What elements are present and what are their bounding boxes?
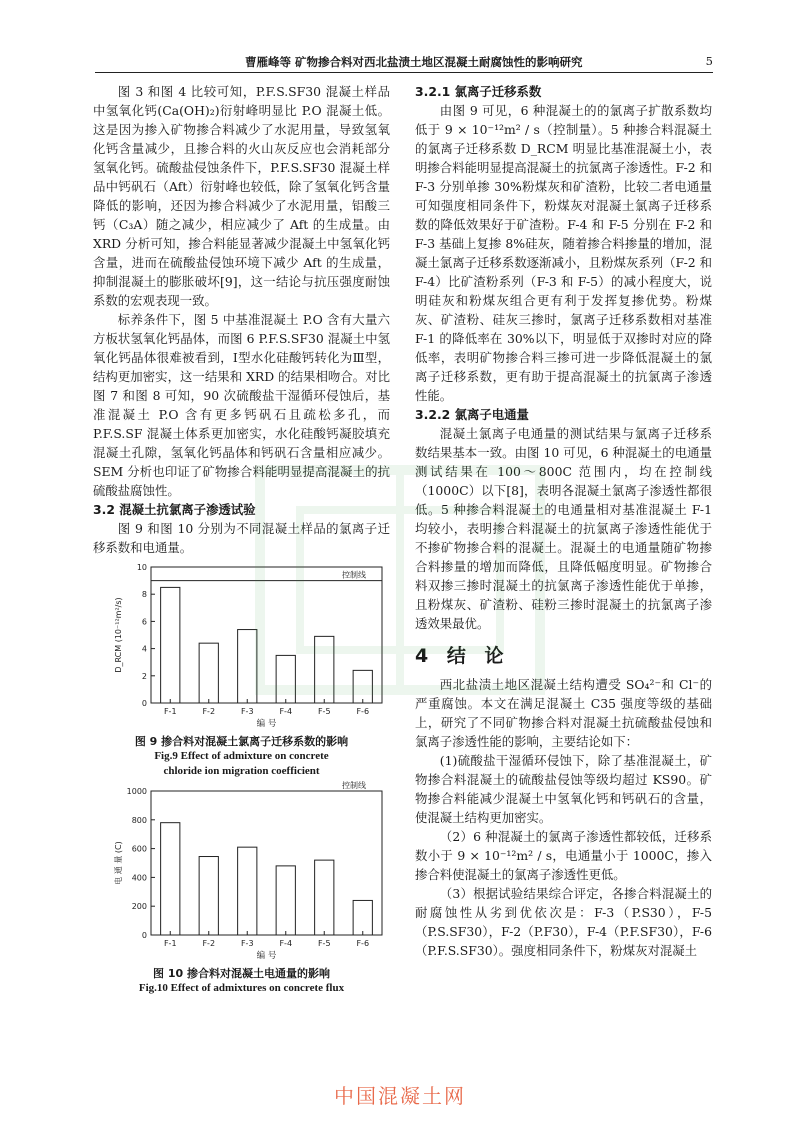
figure-9-caption-en-1: Fig.9 Effect of admixture on concrete <box>154 750 329 762</box>
x-tick-label: F-2 <box>202 707 216 716</box>
right-column <box>415 82 712 960</box>
x-tick-label: F-4 <box>279 939 293 948</box>
x-tick-label: F-3 <box>240 707 254 716</box>
y-axis-label: D_RCM (10⁻¹²m²/s) <box>114 597 123 673</box>
paragraph-flux: 混凝土氯离子电通量的测试结果与氯离子迁移系数结果基本一致。由图 10 可见，6 种混凝土的电通量测试结果在 100～800C 范围内，均在控制线（1000C）以下[8]，表明各混凝土氯离子渗透性都很低。5 种掺合料混凝土的电通量相对基准混凝土 F-1 均较小，表明掺合料混凝土的抗氯离子渗透性能优于不掺矿物掺合料的混凝土。混凝土的电通量随矿物掺合料掺量的增加而降低，且降低幅度明显。矿物掺合料双掺三掺时混凝土的抗氯离子渗透性能优于单掺，且粉煤灰、矿渣粉、硅粉三掺时混凝土的抗氯离子渗透效果最优。 <box>415 426 712 631</box>
paragraph-sem: 标养条件下，图 5 中基准混凝土 P.O 含有大量六方板状氢氧化钙晶体，而图 6 P.F.S.SF30 混凝土中氢氧化钙晶体很难被看到，Ⅰ型水化硅酸钙转化为Ⅲ型，结构更加密实，这一结果和 XRD 的结果相吻合。对比图 7 和图 8 可知，90 次硫酸盐干湿循环侵蚀后，基准混凝土 P.O 含有更多钙矾石且疏松多孔，而 P.F.S.SF 混凝土体系更加密实，水化硅酸钙凝胶填充混凝土孔隙，氢氧化钙晶体和钙矾石含量相应减少。SEM 分析也印证了矿物掺合料能明显提高混凝土的抗硫酸盐腐蚀性。 <box>93 312 390 498</box>
y-tick-label: 10 <box>136 563 147 572</box>
x-axis-label: 编 号 <box>256 951 277 961</box>
paragraph-xrd: 图 3 和图 4 比较可知，P.F.S.SF30 混凝土样品中氢氧化钙(Ca(OH)₂)衍射峰明显比 P.O 混凝土低。这是因为掺入矿物掺合料减少了水泥用量，导致氢氧化钙含量减少，且掺合料的火山灰反应也会消耗部分氢氧化钙。硫酸盐侵蚀条件下，P.F.S.SF30 混凝土样品中钙矾石（Aft）衍射峰也较低，除了氢氧化钙含量降低的影响，还因为掺合料减少了水泥用量，铝酸三钙（C₃A）随之减少，相应减少了 Aft 的生成量。由 XRD 分析可知，掺合料能显著减少混凝土中氢氧化钙含量，进而在硫酸盐侵蚀环境下减少 Aft 的生成量，抑制混凝土的膨胀破坏[9]，这一结论与抗压强度耐蚀系数的宏观表现一致。 <box>93 84 390 308</box>
x-tick-label: F-5 <box>317 939 331 948</box>
control-line-label: 控制线 <box>342 781 366 790</box>
chart-migration-coefficient <box>93 557 390 729</box>
x-tick-label: F-2 <box>202 939 216 948</box>
page-number: 5 <box>705 54 713 68</box>
y-tick-label: 200 <box>131 902 147 912</box>
y-tick-label: 8 <box>141 590 147 600</box>
figure-9-caption-cn: 图 9 掺合料对混凝土氯离子迁移系数的影响 <box>134 735 349 748</box>
bar-F-1 <box>161 823 180 935</box>
footer-watermark: 中国混凝土网 <box>334 1084 466 1108</box>
bar-F-2 <box>199 643 218 703</box>
x-tick-label: F-3 <box>240 939 254 948</box>
figure-9-caption-en-2: chloride ion migration coefficient <box>163 765 320 777</box>
paragraph-conclusion-3: （3）根据试验结果综合评定，各掺合料混凝土的耐腐蚀性从劣到优依次是：F-3（P.S30），F-5（P.S.SF30），F-2（P.F30），F-4（P.F.SF30），F-6（P.F.S.SF30）。强度相同条件下，粉煤灰对混凝土 <box>415 886 712 958</box>
x-tick-label: F-1 <box>163 707 177 716</box>
bar-F-4 <box>276 655 295 703</box>
x-tick-label: F-1 <box>163 939 177 948</box>
figure-10-caption-cn: 图 10 掺合料对混凝土电通量的影响 <box>153 967 330 980</box>
bar-F-6 <box>353 900 372 935</box>
paragraph-conclusion-2: （2）6 种混凝土的氯离子渗透性都较低，迁移系数小于 9 × 10⁻¹²m² / s，电通量小于 1000C，掺入掺合料使混凝土的氯离子渗透性更低。 <box>415 829 712 882</box>
x-tick-label: F-6 <box>356 939 370 948</box>
y-tick-label: 800 <box>131 815 147 825</box>
y-tick-label: 2 <box>141 671 147 681</box>
paragraph-conclusion-1: (1)硫酸盐干湿循环侵蚀下，除了基准混凝土，矿物掺合料混凝土的硫酸盐侵蚀等级均超过 KS90。矿物掺合料能减少混凝土中氢氧化钙和钙矾石的含量，使混凝土结构更加密实。 <box>415 753 712 825</box>
x-tick-label: F-4 <box>279 707 293 716</box>
chart-electric-flux <box>93 781 390 961</box>
plot-frame <box>151 567 382 703</box>
paragraph-conclusion-intro: 西北盐渍土地区混凝土结构遭受 SO₄²⁻和 Cl⁻的严重腐蚀。本文在满足混凝土 C35 强度等级的基础上，研究了不同矿物掺合料对混凝土抗硫酸盐侵蚀和氯离子渗透性能的影响，主要结论如下： <box>415 677 712 749</box>
y-tick-label: 400 <box>131 873 147 883</box>
bar-F-6 <box>353 670 372 703</box>
y-tick-label: 1000 <box>126 787 147 796</box>
bar-F-1 <box>161 587 180 703</box>
section-heading-3-2: 3.2 混凝土抗氯离子渗透试验 <box>93 502 256 517</box>
y-tick-label: 0 <box>141 931 147 940</box>
bar-F-3 <box>238 847 257 935</box>
figure-10 <box>93 781 390 996</box>
y-axis-label: 电 通 量 (C) <box>114 841 123 885</box>
x-tick-label: F-5 <box>317 707 331 716</box>
running-header <box>95 52 713 73</box>
bar-F-2 <box>199 857 218 935</box>
section-heading-3-2-2: 3.2.2 氯离子电通量 <box>415 407 529 422</box>
paragraph-fig-intro: 图 9 和图 10 分别为不同混凝土样品的氯离子迁移系数和电通量。 <box>93 521 390 555</box>
section-heading-4: 4 结 论 <box>415 645 510 667</box>
bar-F-5 <box>315 860 334 935</box>
figure-10-caption-en: Fig.10 Effect of admixtures on concrete flux <box>138 982 345 994</box>
section-heading-3-2-1: 3.2.1 氯离子迁移系数 <box>415 84 542 99</box>
bar-F-3 <box>238 630 257 703</box>
paragraph-migration: 由图 9 可见，6 种混凝土的的氯离子扩散系数均低于 9 × 10⁻¹²m² / s（控制量）。5 种掺合料混凝土的氯离子迁移系数 D_RCM 明显比基准混凝土小，表明掺合料能明显提高混凝土的抗氯离子渗透性。F-2 和 F-3 分别单掺 30%粉煤灰和矿渣粉，比较二者电通量可知强度相同条件下，粉煤灰对混凝土氯离子迁移系数的降低效果好于矿渣粉。F-4 和 F-5 分别在 F-2 和 F-3 基础上复掺 8%硅灰，随着掺合料掺量的增加，混凝土氯离子迁移系数逐渐减小，且粉煤灰系列（F-2 和 F-4）比矿渣粉系列（F-3 和 F-5）的减小程度大，说明硅灰和粉煤灰组合更有利于发挥复掺优势。粉煤灰、矿渣粉、硅灰三掺时，氯离子迁移系数相对基准 F-1 的降低率在 30%以下，明显低于双掺时对应的降低率，表明矿物掺合料三掺可进一步降低混凝土的氯离子迁移系数，更有助于提高混凝土的抗氯离子渗透性能。 <box>415 103 712 403</box>
control-line-label: 控制线 <box>342 570 366 580</box>
y-tick-label: 600 <box>131 844 147 854</box>
figure-9 <box>93 557 390 779</box>
x-tick-label: F-6 <box>356 707 370 716</box>
y-tick-label: 4 <box>141 644 147 654</box>
left-column <box>93 82 390 996</box>
bar-F-4 <box>276 866 295 935</box>
y-tick-label: 6 <box>141 617 147 627</box>
plot-frame <box>151 791 382 935</box>
y-tick-label: 0 <box>141 699 147 708</box>
running-title: 曹雁峰等 矿物掺合料对西北盐渍土地区混凝土耐腐蚀性的影响研究 <box>245 55 583 69</box>
x-axis-label: 编 号 <box>256 719 277 729</box>
bar-F-5 <box>315 636 334 703</box>
